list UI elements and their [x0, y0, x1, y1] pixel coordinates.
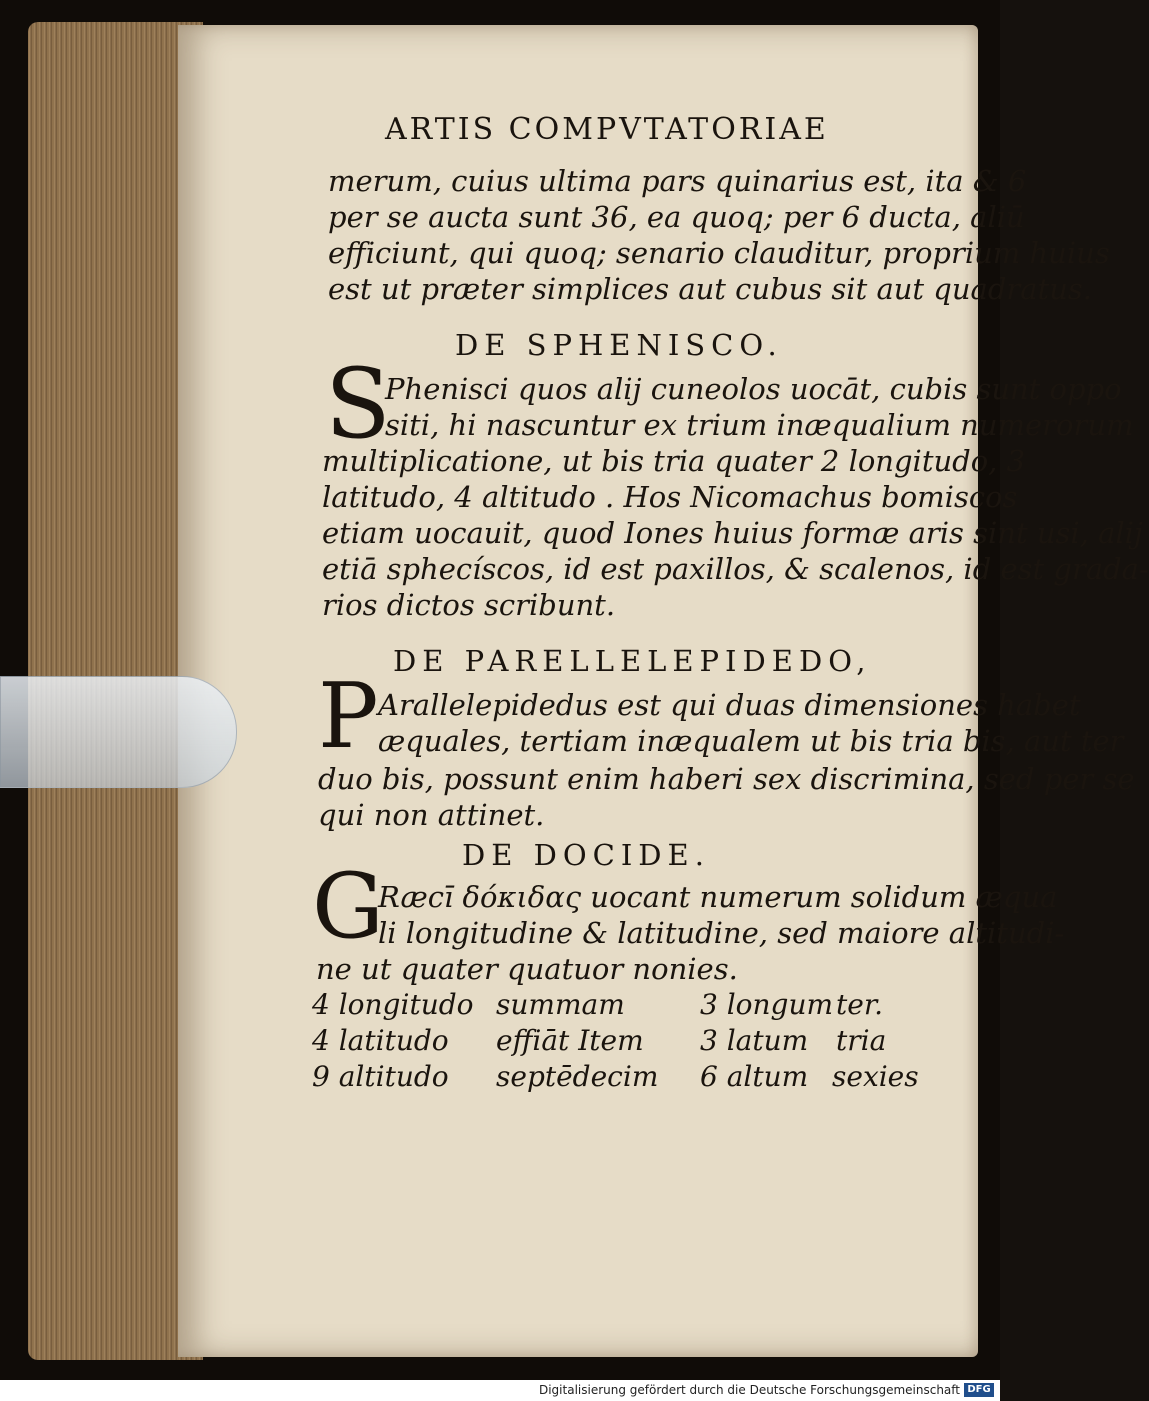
- text-line: qui non attinet.: [318, 798, 545, 832]
- table-cell: 4 longitudo: [312, 988, 474, 1021]
- table-cell: septēdecim: [496, 1060, 659, 1093]
- text-line: etiam uocauit, quod Iones huius formæ aris sint usi, alij: [322, 516, 1143, 550]
- page-clip: [0, 676, 237, 788]
- table-cell: 9 altitudo: [312, 1060, 449, 1093]
- section-heading: DE PARELLELEPIDEDO,: [393, 644, 872, 678]
- table-cell: effiāt Item: [496, 1024, 644, 1057]
- text-line: siti, hi nascuntur ex trium inæqualium numerorum: [385, 408, 1134, 442]
- text-line: latitudo, 4 altitudo . Hos Nicomachus bomiscos: [322, 480, 1018, 514]
- text-line: li longitudine & latitudine, sed maiore altitudi-: [378, 916, 1065, 950]
- dfg-logo: DFG: [964, 1383, 994, 1397]
- text-line: efficiunt, qui quoq; senario clauditur, proprium huius: [328, 236, 1110, 270]
- table-cell: 4 latitudo: [312, 1024, 449, 1057]
- drop-cap-initial: P: [318, 664, 379, 769]
- section-heading: DE SPHENISCO.: [455, 328, 783, 362]
- text-line: rios dictos scribunt.: [322, 588, 616, 622]
- drop-cap-initial: G: [312, 854, 384, 959]
- text-line: est ut præter simplices aut cubus sit aut quadratus.: [328, 272, 1092, 306]
- text-line: merum, cuius ultima pars quinarius est, ita & 6: [328, 164, 1027, 198]
- table-cell: 6 altum: [700, 1060, 809, 1093]
- drop-cap-initial: S: [325, 348, 391, 460]
- text-line: æquales, tertiam inæqualem ut bis tria bis, aut ter: [378, 724, 1124, 758]
- footer-credit: Digitalisierung gefördert durch die Deutsche Forschungsgemeinschaft: [538, 1383, 960, 1397]
- table-cell: summam: [496, 988, 625, 1021]
- table-cell: ter.: [836, 988, 884, 1021]
- table-cell: sexies: [832, 1060, 919, 1093]
- text-line: multiplicatione, ut bis tria quater 2 longitudo, 3: [322, 444, 1026, 478]
- text-line: Phenisci quos alij cuneolos uocāt, cubis sunt oppo: [385, 372, 1122, 406]
- text-line: etiā sphecíscos, id est paxillos, & scalenos, id est grada-: [322, 552, 1149, 586]
- text-line: per se aucta sunt 36, ea quoq; per 6 ducta, aliū: [328, 200, 1025, 234]
- table-cell: 3 latum: [700, 1024, 809, 1057]
- table-cell: 3 longum: [700, 988, 834, 1021]
- text-line: Ræcī δόκιδας uocant numerum solidum æqua: [378, 880, 1058, 914]
- text-line: Arallelepidedus est qui duas dimensiones habet: [378, 688, 1081, 722]
- table-cell: tria: [836, 1024, 887, 1057]
- section-heading: DE DOCIDE.: [462, 838, 710, 872]
- footer-bar: [0, 1380, 1000, 1401]
- running-head: ARTIS COMPVTATORIAE: [385, 112, 829, 147]
- text-line: ne ut quater quatuor nonies.: [316, 952, 738, 986]
- text-line: duo bis, possunt enim haberi sex discrimina, sed per se: [318, 762, 1135, 796]
